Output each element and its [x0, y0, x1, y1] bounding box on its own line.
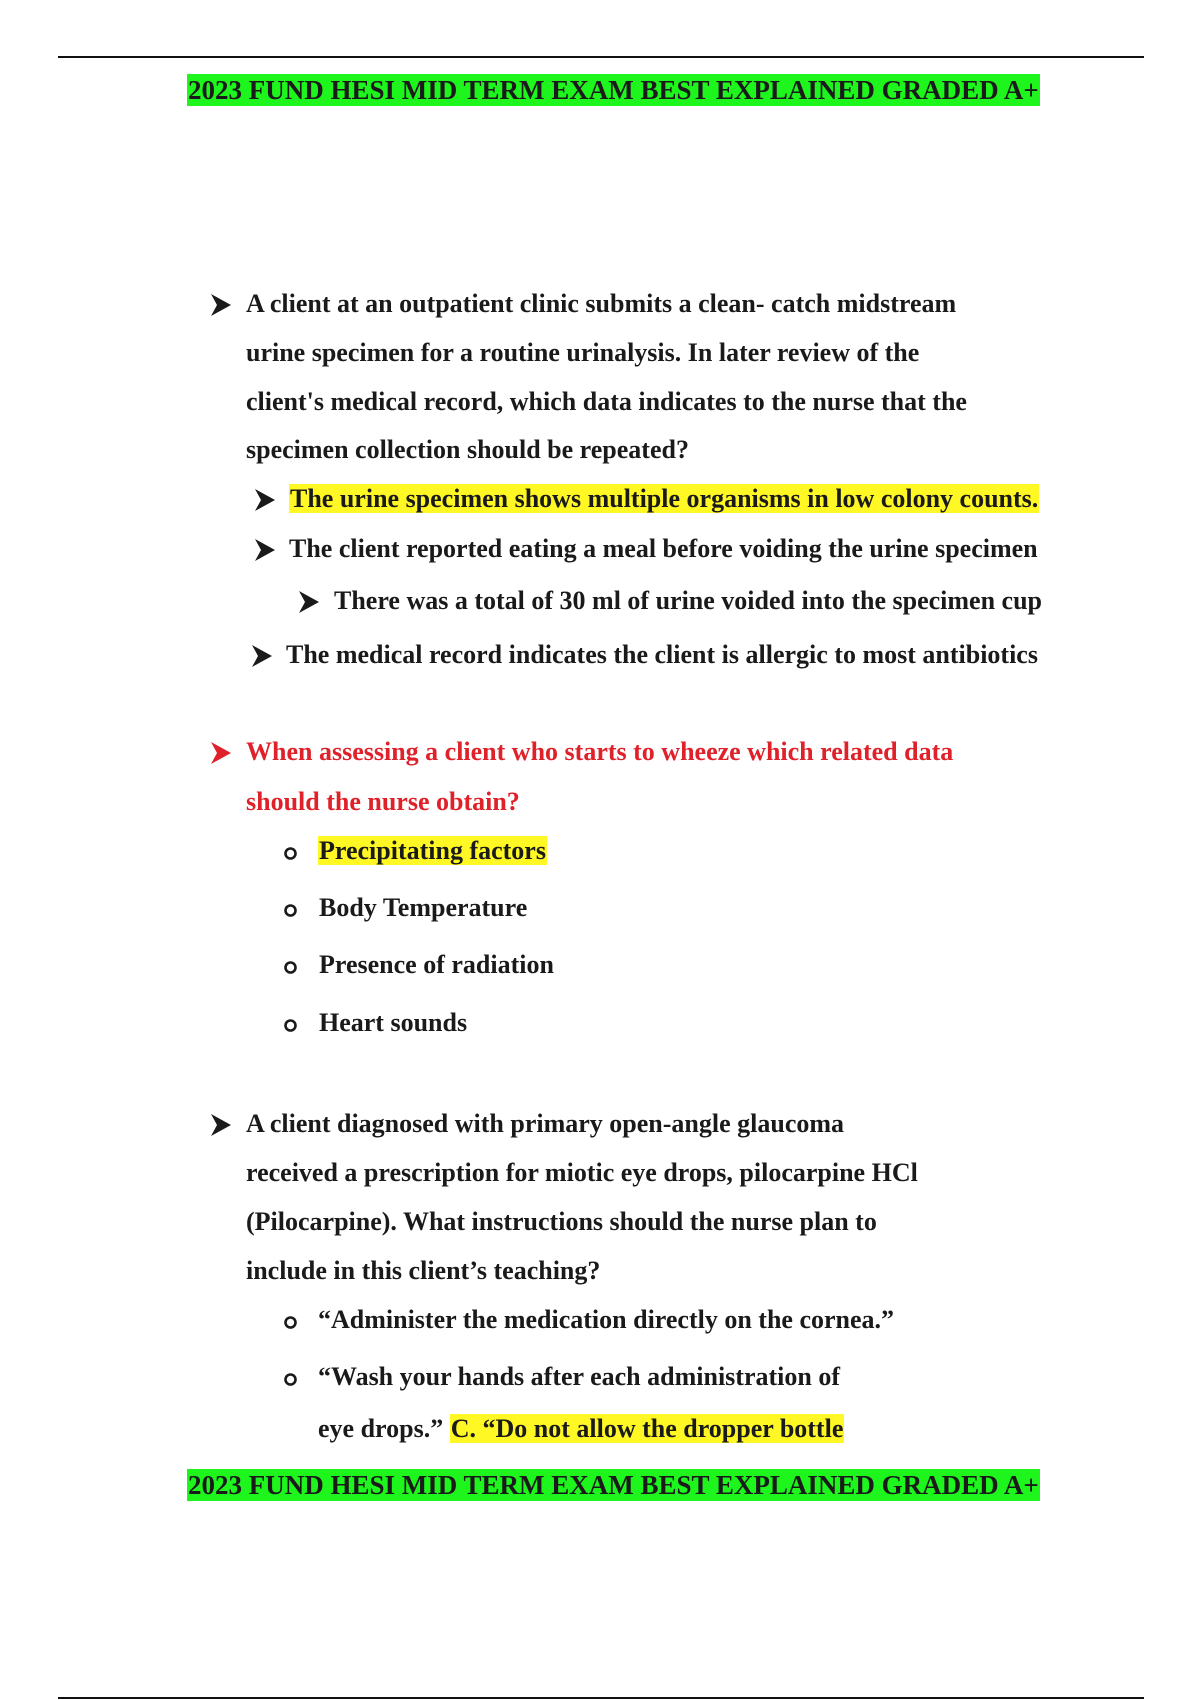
header-banner: 2023 FUND HESI MID TERM EXAM BEST EXPLAINED GRADED A+ [188, 75, 1039, 105]
arrowhead-bullet-icon [254, 538, 276, 562]
bottom-divider [58, 1697, 1144, 1699]
question-2-line-1: When assessing a client who starts to wheeze which related data [246, 737, 954, 766]
question-2-option-2: Body Temperature [319, 893, 528, 922]
answer-highlight: The urine specimen shows multiple organisms in low colony counts. [290, 484, 1039, 513]
question-3-option-1: “Administer the medication directly on the cornea.” [318, 1305, 895, 1334]
question-1-line-1: A client at an outpatient clinic submits a clean- catch midstream [246, 289, 957, 318]
answer-highlight: Precipitating factors [319, 836, 546, 865]
answer-highlight: C. “Do not allow the dropper bottle [450, 1414, 844, 1443]
question-2-option-3: Presence of radiation [319, 950, 554, 979]
question-1-line-2: urine specimen for a routine urinalysis. In later review of the [246, 338, 920, 367]
question-3-option-2-continued [318, 1413, 844, 1445]
circle-bullet-icon [284, 847, 297, 860]
arrowhead-bullet-icon [210, 293, 232, 317]
arrowhead-bullet-icon [210, 741, 232, 765]
arrowhead-bullet-icon [251, 644, 273, 668]
question-2-option-4: Heart sounds [319, 1008, 468, 1037]
question-3-line-2: received a prescription for miotic eye drops, pilocarpine HCl [246, 1158, 918, 1187]
question-3-line-1: A client diagnosed with primary open-angle glaucoma [246, 1109, 845, 1138]
question-2-option-1-correct [318, 835, 547, 867]
circle-bullet-icon [284, 961, 297, 974]
question-2-line-2: should the nurse obtain? [246, 787, 520, 816]
question-1-option-2: The client reported eating a meal before voiding the urine specimen [289, 534, 1038, 563]
question-1-option-1-correct [289, 483, 1039, 515]
top-divider [58, 56, 1144, 58]
circle-bullet-icon [284, 904, 297, 917]
circle-bullet-icon [284, 1019, 297, 1032]
question-3-option-2: “Wash your hands after each administration of [318, 1362, 840, 1391]
footer-banner: 2023 FUND HESI MID TERM EXAM BEST EXPLAINED GRADED A+ [188, 1470, 1039, 1500]
arrowhead-bullet-icon [210, 1113, 232, 1137]
circle-bullet-icon [284, 1373, 297, 1386]
arrowhead-bullet-icon [298, 590, 320, 614]
question-1-option-4: The medical record indicates the client is allergic to most antibiotics [286, 640, 1038, 669]
question-1-line-3: client's medical record, which data indicates to the nurse that the [246, 387, 967, 416]
question-3-line-4: include in this client’s teaching? [246, 1256, 601, 1285]
question-1-line-4: specimen collection should be repeated? [246, 435, 689, 464]
arrowhead-bullet-icon [254, 488, 276, 512]
question-1-option-3: There was a total of 30 ml of urine voided into the specimen cup [334, 586, 1042, 615]
question-3-line-3: (Pilocarpine). What instructions should the nurse plan to [246, 1207, 877, 1236]
option-2-tail: eye drops.” [318, 1414, 444, 1443]
circle-bullet-icon [284, 1316, 297, 1329]
